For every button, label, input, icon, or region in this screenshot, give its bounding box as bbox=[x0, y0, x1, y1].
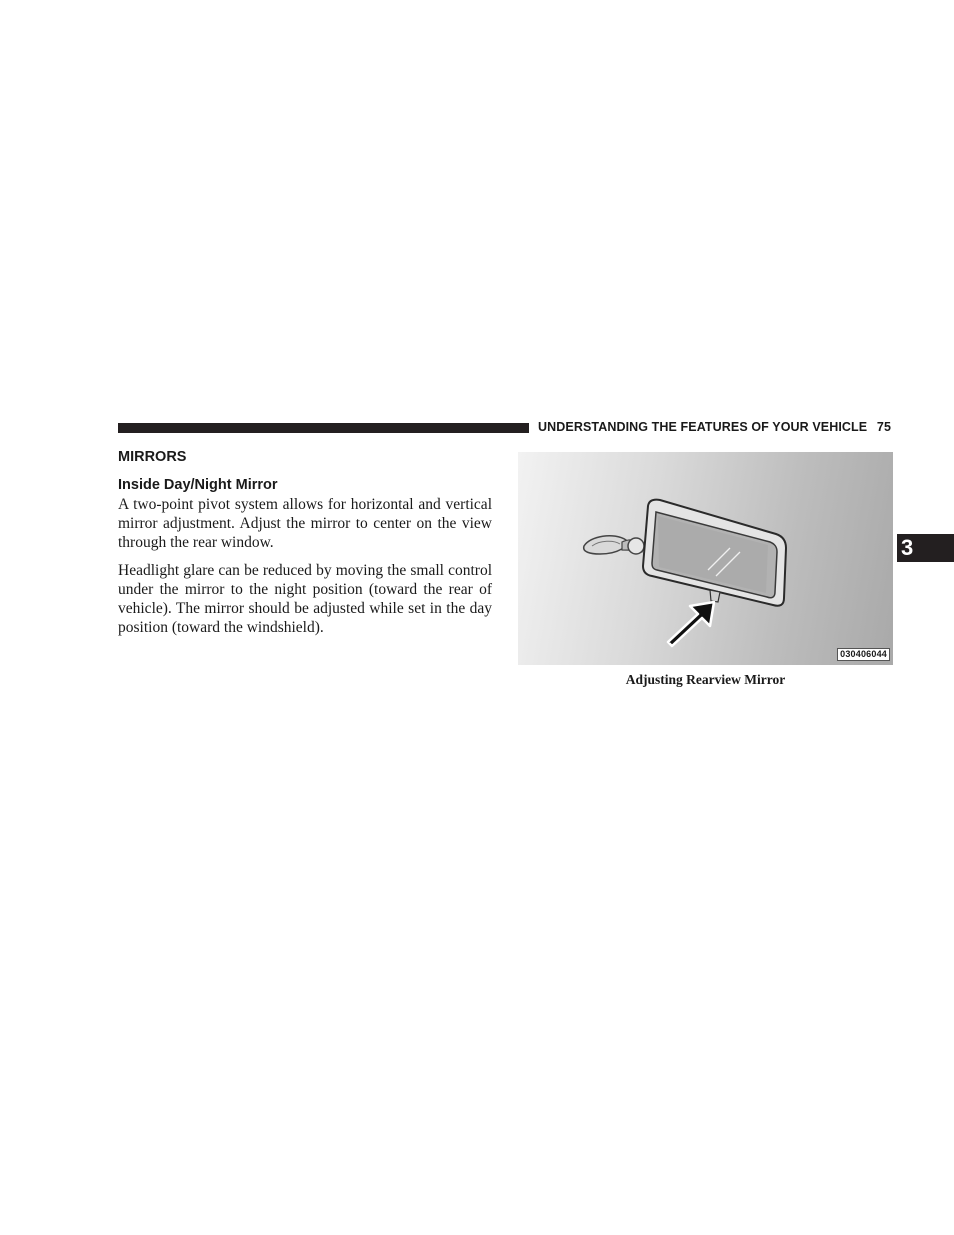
header-title: UNDERSTANDING THE FEATURES OF YOUR VEHICLE bbox=[538, 420, 868, 434]
mirror-figure bbox=[518, 452, 893, 665]
paragraph-mirror-adjustment: A two-point pivot system allows for horizontal and vertical mirror adjustment. Adjust the mirror to center on the view through the rear window. bbox=[118, 496, 492, 551]
sub-heading: Inside Day/Night Mirror bbox=[118, 477, 278, 493]
rearview-mirror-illustration bbox=[518, 452, 893, 665]
figure-id-label: 030406044 bbox=[837, 648, 890, 661]
arrow-icon bbox=[668, 602, 714, 646]
paragraph-headlight-glare: Headlight glare can be reduced by moving the small control under the mirror to the night position (toward the rear of vehicle). The mirror should be adjusted while set in the day position (toward the windshield). bbox=[118, 562, 492, 636]
figure-caption: Adjusting Rearview Mirror bbox=[625, 672, 786, 687]
header-rule bbox=[118, 423, 529, 433]
section-heading: MIRRORS bbox=[118, 449, 187, 465]
running-header bbox=[538, 420, 891, 434]
page-number: 75 bbox=[876, 420, 891, 434]
chapter-tab: 3 bbox=[897, 534, 954, 562]
